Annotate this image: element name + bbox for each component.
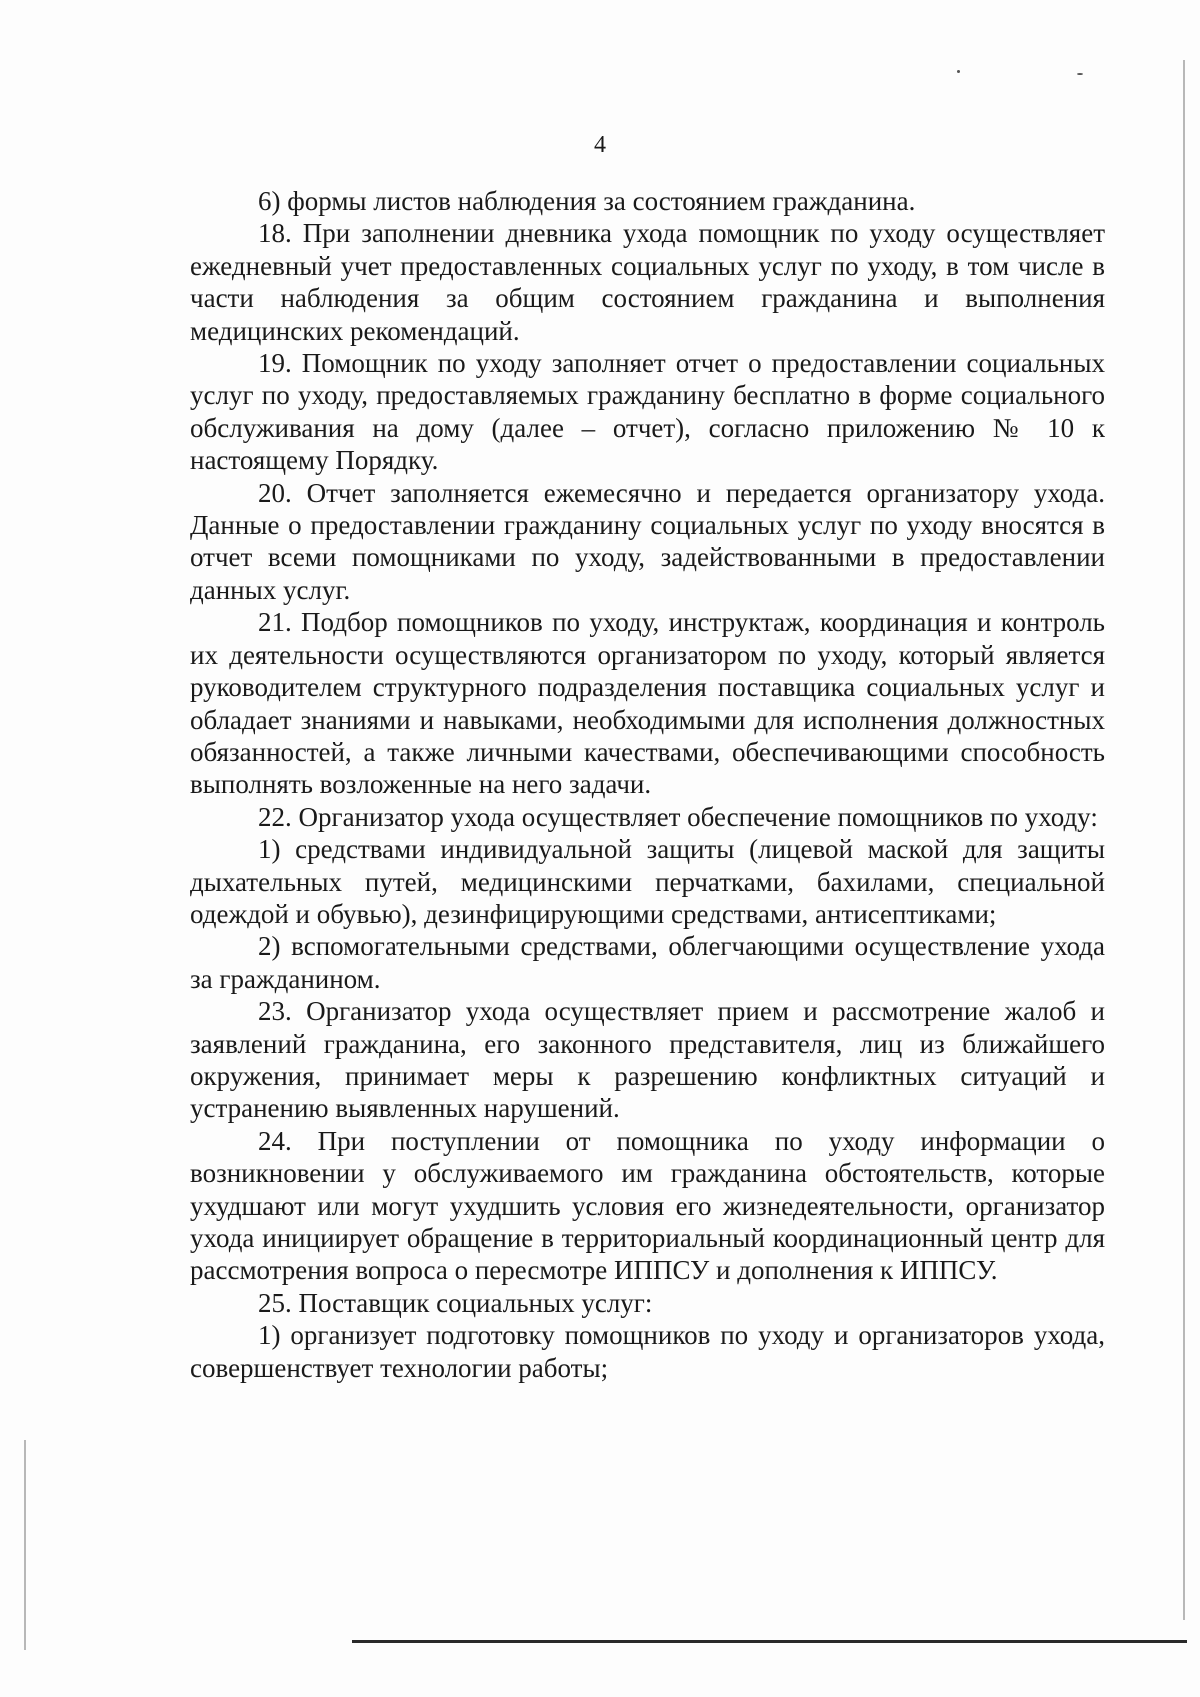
paragraph: 24. При поступлении от помощника по уходу информации о возникновении у обслуживаемого им гражданина обстоятельств, которые ухудшают или могут ухудшить условия его жизнедеятельности, организатор ухода инициирует обращение в территориальный координационный центр для рассмотрения вопроса о пересмотре ИППСУ и дополнения к ИППСУ.	[190, 1125, 1105, 1286]
scan-speck	[957, 70, 960, 73]
scan-speck	[1077, 73, 1083, 75]
paragraph: 1) организует подготовку помощников по уходу и организаторов ухода, совершенствует технологии работы;	[190, 1320, 1105, 1383]
scan-edge-bottom	[352, 1640, 1187, 1643]
paragraph: 25. Поставщик социальных услуг:	[258, 1287, 653, 1318]
scan-edge-right	[1183, 60, 1185, 1620]
paragraph: 23. Организатор ухода осуществляет прием и рассмотрение жалоб и заявлений гражданина, его законного представителя, лиц из ближайшего окружения, принимает меры к разрешению конфликтных ситуаций и устранению выявленных нарушений.	[190, 996, 1105, 1124]
paragraph: 18. При заполнении дневника ухода помощник по уходу осуществляет ежедневный учет предоставленных социальных услуг по уходу, в том числе в части наблюдения за общим состоянием гражданина и выполнения медицинских рекомендаций.	[190, 218, 1105, 346]
paragraph: 21. Подбор помощников по уходу, инструктаж, координация и контроль их деятельности осуществляются организатором по уходу, который является руководителем структурного подразделения поставщика социальных услуг и обладает знаниями и навыками, необходимыми для исполнения должностных обязанностей, а также личными качествами, обеспечивающими способность выполнять возложенные на него задачи.	[190, 607, 1105, 800]
document-body	[190, 185, 1105, 1384]
paragraph: 1) средствами индивидуальной защиты (лицевой маской для защиты дыхательных путей, медицинскими перчатками, бахилами, специальной одеждой и обувью), дезинфицирующими средствами, антисептиками;	[190, 834, 1105, 929]
paragraph: 2) вспомогательными средствами, облегчающими осуществление ухода за гражданином.	[190, 931, 1105, 994]
page-number: 4	[594, 132, 606, 158]
paragraph: 19. Помощник по уходу заполняет отчет о предоставлении социальных услуг по уходу, предоставляемых гражданину бесплатно в форме социального обслуживания на дому (далее – отчет), согласно приложению № 10 к настоящему Порядку.	[190, 348, 1105, 476]
scan-edge-left	[24, 1440, 26, 1650]
paragraph: 6) формы листов наблюдения за состоянием гражданина.	[258, 186, 916, 216]
paragraph: 22. Организатор ухода осуществляет обеспечение помощников по уходу:	[258, 801, 1098, 832]
paragraph: 20. Отчет заполняется ежемесячно и передается организатору ухода. Данные о предоставлении гражданину социальных услуг по уходу вносятся в отчет всеми помощниками по уходу, задействованными в предоставлении данных услуг.	[190, 477, 1105, 605]
